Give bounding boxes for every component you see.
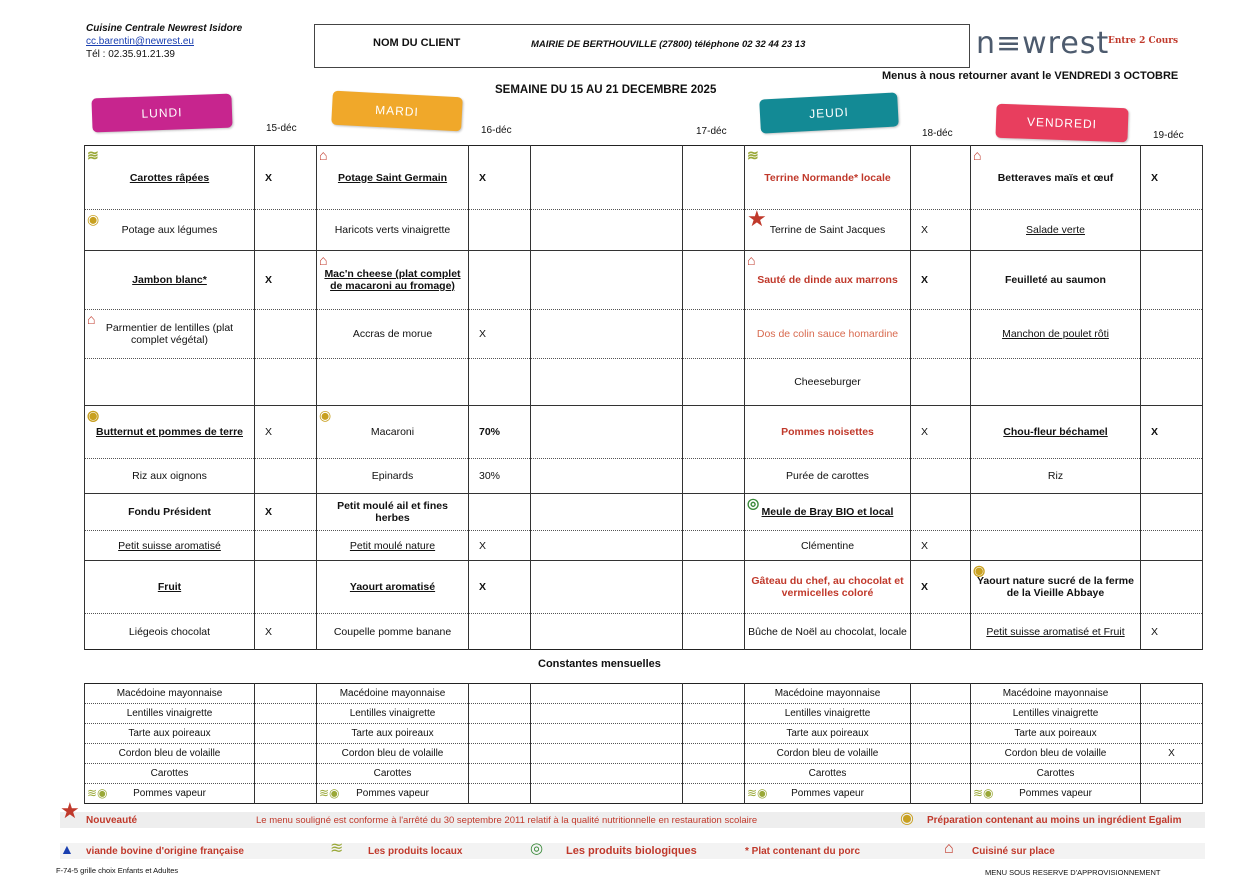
menu-cell [1141, 251, 1203, 310]
constant-cell [683, 704, 745, 724]
menu-cell: Pommes noisettes [745, 406, 911, 459]
constant-cell [911, 684, 971, 704]
onsite-house-icon: ⌂ [747, 252, 756, 268]
menu-cell: Fondu Président [85, 494, 255, 531]
local-egalim-icon: ≋◉ [319, 786, 340, 800]
legend-bio: Les produits biologiques [566, 845, 697, 857]
constant-cell [1141, 784, 1203, 804]
menu-cell [1141, 531, 1203, 561]
menu-cell [911, 359, 971, 406]
menu-cell [531, 310, 683, 359]
menu-cell: X [255, 494, 317, 531]
constant-cell [255, 784, 317, 804]
constant-cell: Tarte aux poireaux [971, 724, 1141, 744]
email-link[interactable]: cc.barentin@newrest.eu [86, 36, 194, 47]
legend-underlined: Le menu souligné est conforme à l'arrêté du 30 septembre 2011 relatif à la qualité nutritionnelle en restauration scolaire [256, 815, 758, 826]
menu-cell: Sauté de dinde aux marrons ⌂ [745, 251, 911, 310]
egalim-icon: ◉ [87, 211, 100, 227]
menu-cell [85, 359, 255, 406]
constant-cell [255, 704, 317, 724]
date-jeudi: 18-déc [922, 128, 953, 139]
constant-cell [683, 784, 745, 804]
constant-cell [683, 764, 745, 784]
menu-cell: Terrine de Saint Jacques ★ [745, 210, 911, 251]
legend-onsite: Cuisiné sur place [972, 846, 1055, 857]
constant-cell [469, 744, 531, 764]
menu-cell [911, 146, 971, 210]
menu-cell [1141, 210, 1203, 251]
menu-cell [683, 251, 745, 310]
constant-cell [531, 704, 683, 724]
table-row [85, 724, 1203, 744]
menu-cell: Petit suisse aromatisé [85, 531, 255, 561]
menu-cell [531, 531, 683, 561]
constant-cell [1141, 724, 1203, 744]
menu-cell: X [469, 146, 531, 210]
constant-cell [255, 684, 317, 704]
menu-cell: X [911, 406, 971, 459]
menu-cell [531, 459, 683, 494]
local-wheat-icon: ≋ [87, 147, 99, 163]
menu-cell [255, 310, 317, 359]
constants-title: Constantes mensuelles [538, 658, 661, 670]
menu-cell [531, 614, 683, 650]
week-title: SEMAINE DU 15 AU 21 DECEMBRE 2025 [495, 84, 717, 96]
tag-jeudi: JEUDI [759, 92, 899, 133]
constant-cell: Tarte aux poireaux [745, 724, 911, 744]
menu-cell: X [469, 531, 531, 561]
constant-cell: X [1141, 744, 1203, 764]
menu-cell [531, 251, 683, 310]
org-name: Cuisine Centrale Newrest Isidore [86, 23, 243, 34]
constant-cell: Macédoine mayonnaise [745, 684, 911, 704]
menu-cell: Betteraves maïs et œuf ⌂ [971, 146, 1141, 210]
menu-cell: Terrine Normande* locale ≋ [745, 146, 911, 210]
menu-cell [255, 531, 317, 561]
constant-cell: Tarte aux poireaux [85, 724, 255, 744]
menu-cell: X [255, 406, 317, 459]
menu-cell: Carottes râpées ≋ [85, 146, 255, 210]
menu-cell: Macaroni ◉ [317, 406, 469, 459]
local-wheat-icon: ≋ [330, 840, 344, 857]
constant-cell: Cordon bleu de volaille [745, 744, 911, 764]
supply-reserve: MENU SOUS RESERVE D'APPROVISIONNEMENT [985, 868, 1161, 877]
constant-cell: Macédoine mayonnaise [85, 684, 255, 704]
constant-cell: Pommes vapeur ≋◉ [971, 784, 1141, 804]
table-row [85, 614, 1203, 650]
menu-cell: X [255, 614, 317, 650]
constant-cell: Cordon bleu de volaille [85, 744, 255, 764]
constant-cell [531, 684, 683, 704]
bio-icon: ◎ [530, 840, 544, 857]
menu-cell [683, 406, 745, 459]
egalim-icon: ◉ [900, 810, 914, 827]
new-star-icon: ★ [747, 209, 767, 231]
constant-cell [531, 744, 683, 764]
menu-cell: X [469, 561, 531, 614]
french-beef-icon: ▲ [60, 841, 74, 857]
table-row [85, 531, 1203, 561]
local-egalim-icon: ≋◉ [747, 786, 768, 800]
menu-cell [971, 359, 1141, 406]
date-mercredi: 17-déc [696, 126, 727, 137]
menu-cell [971, 494, 1141, 531]
constant-cell: Carottes [971, 764, 1141, 784]
date-lundi: 15-déc [266, 123, 297, 134]
table-row [85, 359, 1203, 406]
constant-cell [1141, 764, 1203, 784]
onsite-house-icon: ⌂ [944, 840, 954, 857]
menu-cell [469, 494, 531, 531]
return-note: Menus à nous retourner avant le VENDREDI 3 OCTOBRE [882, 70, 1179, 82]
menu-cell [911, 494, 971, 531]
constant-cell: Lentilles vinaigrette [971, 704, 1141, 724]
menu-cell: Jambon blanc* [85, 251, 255, 310]
menu-cell: X [911, 561, 971, 614]
menu-cell: Coupelle pomme banane [317, 614, 469, 650]
constant-cell [911, 724, 971, 744]
menu-cell [1141, 459, 1203, 494]
menu-cell [683, 210, 745, 251]
menu-cell: X [911, 531, 971, 561]
constant-cell: Lentilles vinaigrette [745, 704, 911, 724]
table-row [85, 146, 1203, 210]
menu-cell [469, 614, 531, 650]
menu-cell [469, 251, 531, 310]
bio-icon: ◎ [747, 495, 760, 511]
menu-cell: Chou-fleur béchamel [971, 406, 1141, 459]
constant-cell: Macédoine mayonnaise [971, 684, 1141, 704]
tag-mardi: MARDI [331, 91, 463, 132]
menu-cell: Petit suisse aromatisé et Fruit [971, 614, 1141, 650]
menu-cell: Accras de morue [317, 310, 469, 359]
constant-cell [683, 744, 745, 764]
constant-cell: Cordon bleu de volaille [971, 744, 1141, 764]
newrest-logo: n≡wrest [976, 26, 1110, 61]
menu-cell [531, 210, 683, 251]
menu-cell: Salade verte [971, 210, 1141, 251]
table-row [85, 561, 1203, 614]
constant-cell [683, 724, 745, 744]
menu-cell: X [255, 146, 317, 210]
table-row [85, 310, 1203, 359]
constant-cell: Cordon bleu de volaille [317, 744, 469, 764]
constant-cell [911, 784, 971, 804]
menu-cell: Bûche de Noël au chocolat, locale [745, 614, 911, 650]
menu-cell: Riz [971, 459, 1141, 494]
table-row [85, 744, 1203, 764]
menu-cell [1141, 561, 1203, 614]
menu-cell [911, 614, 971, 650]
menu-cell [531, 561, 683, 614]
constant-cell [911, 764, 971, 784]
menu-cell [531, 494, 683, 531]
menu-cell: Potage aux légumes ◉ [85, 210, 255, 251]
constant-cell: Lentilles vinaigrette [85, 704, 255, 724]
table-row [85, 704, 1203, 724]
menu-cell: Gâteau du chef, au chocolat et vermicelles coloré [745, 561, 911, 614]
menu-cell: Petit moulé ail et fines herbes [317, 494, 469, 531]
menu-cell: Petit moulé nature [317, 531, 469, 561]
legend-pork: * Plat contenant du porc [745, 846, 861, 857]
menu-cell [683, 310, 745, 359]
table-row [85, 684, 1203, 704]
menu-cell [683, 146, 745, 210]
doc-ref: F-74-5 grille choix Enfants et Adultes [56, 866, 179, 875]
table-row [85, 251, 1203, 310]
constant-cell: Macédoine mayonnaise [317, 684, 469, 704]
legend-local: Les produits locaux [368, 846, 463, 857]
menu-cell [683, 531, 745, 561]
local-wheat-icon: ≋ [747, 147, 759, 163]
legend-beef: viande bovine d'origine française [86, 846, 244, 857]
menu-cell [469, 359, 531, 406]
menu-cell [683, 359, 745, 406]
table-row [85, 784, 1203, 804]
menu-cell: Riz aux oignons [85, 459, 255, 494]
date-vendredi: 19-déc [1153, 130, 1184, 141]
constant-cell [255, 764, 317, 784]
menu-cell: Epinards [317, 459, 469, 494]
entre2cours-logo: Entre 2 Cours [1108, 36, 1179, 46]
constant-cell [911, 704, 971, 724]
kitchen-info [86, 22, 242, 61]
menu-cell: Haricots verts vinaigrette [317, 210, 469, 251]
menu-cell: Parmentier de lentilles (plat complet végétal) ⌂ [85, 310, 255, 359]
menu-cell [531, 146, 683, 210]
menu-cell [255, 459, 317, 494]
new-star-icon: ★ [60, 798, 80, 823]
menu-cell: X [911, 251, 971, 310]
menu-cell [911, 310, 971, 359]
menu-cell: X [1141, 406, 1203, 459]
menu-cell: 30% [469, 459, 531, 494]
legend-egalim: Préparation contenant au moins un ingrédient Egalim [927, 815, 1182, 826]
constant-cell [255, 724, 317, 744]
menu-cell: X [1141, 146, 1203, 210]
menu-cell [255, 561, 317, 614]
constant-cell [531, 764, 683, 784]
menu-cell: Potage Saint Germain ⌂ [317, 146, 469, 210]
onsite-house-icon: ⌂ [319, 252, 328, 268]
egalim-icon: ◉ [319, 407, 332, 423]
menu-cell: Yaourt nature sucré de la ferme de la Vieille Abbaye ◉ [971, 561, 1141, 614]
menu-cell [683, 614, 745, 650]
date-mardi: 16-déc [481, 125, 512, 136]
menu-cell [1141, 310, 1203, 359]
phone: Tél : 02.35.91.21.39 [86, 49, 175, 60]
menu-cell [531, 359, 683, 406]
table-row [85, 210, 1203, 251]
menu-cell: Yaourt aromatisé [317, 561, 469, 614]
constant-cell: Lentilles vinaigrette [317, 704, 469, 724]
menu-cell [531, 406, 683, 459]
menu-cell: X [255, 251, 317, 310]
constant-cell [683, 684, 745, 704]
menu-cell: Manchon de poulet rôti [971, 310, 1141, 359]
menu-cell: Meule de Bray BIO et local ◎ [745, 494, 911, 531]
onsite-house-icon: ⌂ [973, 147, 982, 163]
constant-cell [469, 764, 531, 784]
local-egalim-icon: ≋◉ [87, 786, 108, 800]
menu-cell [1141, 494, 1203, 531]
table-row [85, 494, 1203, 531]
menu-cell: 70% [469, 406, 531, 459]
constants-table [84, 683, 1203, 804]
tag-vendredi: VENDREDI [995, 104, 1128, 143]
constant-cell [469, 704, 531, 724]
menu-cell: Feuilleté au saumon [971, 251, 1141, 310]
menu-cell [971, 531, 1141, 561]
menu-cell [683, 459, 745, 494]
menu-table [84, 145, 1203, 650]
menu-cell [469, 210, 531, 251]
table-row [85, 764, 1203, 784]
client-value: MAIRIE DE BERTHOUVILLE (27800) téléphone 02 32 44 23 13 [531, 39, 806, 50]
tag-lundi: LUNDI [91, 94, 232, 133]
menu-cell [683, 494, 745, 531]
menu-cell: Dos de colin sauce homardine [745, 310, 911, 359]
constant-cell [1141, 684, 1203, 704]
legend-new: Nouveauté [86, 815, 138, 826]
constant-cell: Carottes [317, 764, 469, 784]
constant-cell [531, 724, 683, 744]
egalim-icon: ◉ [973, 562, 986, 578]
menu-cell: X [1141, 614, 1203, 650]
table-row [85, 459, 1203, 494]
constant-cell [469, 684, 531, 704]
table-row [85, 406, 1203, 459]
menu-cell: Liégeois chocolat [85, 614, 255, 650]
constant-cell: Carottes [745, 764, 911, 784]
menu-cell [255, 359, 317, 406]
constant-cell [911, 744, 971, 764]
menu-cell [1141, 359, 1203, 406]
local-egalim-icon: ≋◉ [973, 786, 994, 800]
egalim-icon: ◉ [87, 407, 100, 423]
menu-cell: Fruit [85, 561, 255, 614]
menu-cell: Clémentine [745, 531, 911, 561]
menu-cell [255, 210, 317, 251]
client-box [314, 24, 970, 68]
onsite-house-icon: ⌂ [319, 147, 328, 163]
client-label: NOM DU CLIENT [373, 37, 461, 49]
constant-cell: Tarte aux poireaux [317, 724, 469, 744]
menu-cell [911, 459, 971, 494]
menu-cell [683, 561, 745, 614]
menu-cell [317, 359, 469, 406]
constant-cell [469, 784, 531, 804]
constant-cell: Pommes vapeur ≋◉ [745, 784, 911, 804]
constant-cell: Carottes [85, 764, 255, 784]
menu-cell: X [469, 310, 531, 359]
menu-cell: Cheeseburger [745, 359, 911, 406]
constant-cell: Pommes vapeur ≋◉ [85, 784, 255, 804]
constant-cell [469, 724, 531, 744]
constant-cell [255, 744, 317, 764]
onsite-house-icon: ⌂ [87, 311, 96, 327]
menu-cell: Mac'n cheese (plat complet de macaroni au fromage) ⌂ [317, 251, 469, 310]
menu-cell: Purée de carottes [745, 459, 911, 494]
constant-cell: Pommes vapeur ≋◉ [317, 784, 469, 804]
menu-cell: X [911, 210, 971, 251]
menu-cell: Butternut et pommes de terre ◉ [85, 406, 255, 459]
constant-cell [1141, 704, 1203, 724]
constant-cell [531, 784, 683, 804]
